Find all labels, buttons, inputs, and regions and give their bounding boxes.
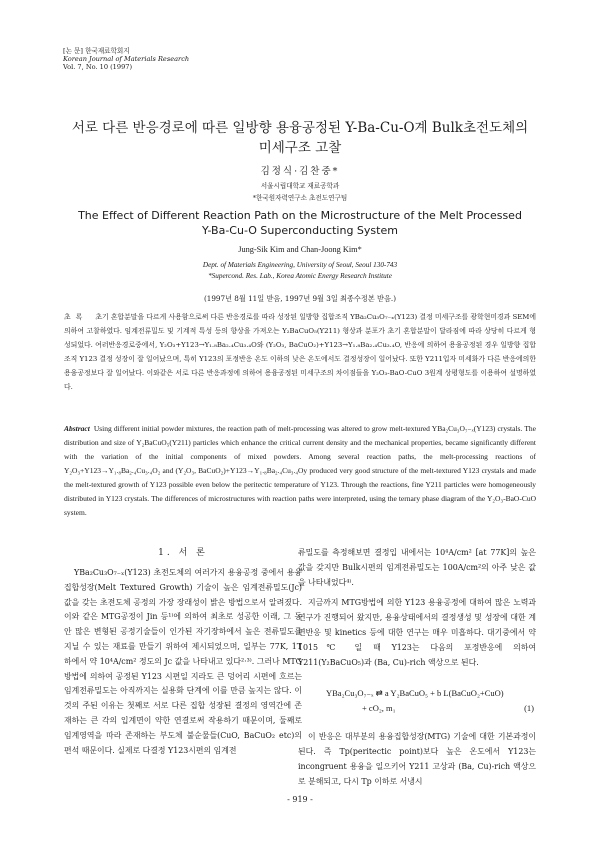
title-en-line1: The Effect of Different Reaction Path on the Microstructure of the Melt Processed: [78, 209, 522, 222]
affiliation-en-2: *Supercond. Res. Lab., Korea Atomic Energy Research Institute: [208, 272, 392, 280]
title-kr-line2: 미세구조 고찰: [258, 140, 342, 156]
received-date: (1997년 8월 11일 받음, 1997년 9월 3일 최종수정본 받음.): [203, 294, 397, 303]
equation-line1: YBa₂Cu₃O₇₋ₓ ⇄ a Y₂BaCuO₅ + b L(BaCuO₂+CuO): [326, 688, 504, 699]
authors-korean: 김정식·김찬중*: [260, 166, 340, 177]
authors-english: Jung-Sik Kim and Chan-Joong Kim*: [238, 245, 362, 254]
page-number: - 919 -: [287, 795, 313, 804]
affiliation-kr-2: *한국원자력연구소 초전도연구팀: [252, 194, 348, 202]
affiliation-kr-1: 서울시립대학교 재료공학과: [260, 182, 340, 190]
title-en-line2: Y-Ba-Cu-O Superconducting System: [202, 224, 398, 237]
abstract-kr-label: 초록: [64, 313, 88, 321]
abstract-en-text: Using different initial powder mixtures, the reaction path of melt-processing was altered to grow melt-textured YBa₂Cu₃O₇₋ₓ(Y123) crystals. The distribution and size of Y₂BaCuO₅(Y211) particles which enhance the critical current density and the mechanical properties, became significantly different with the variation of the initial components of mixed powders. Among several reaction paths, the melt-processing reactions of Y₂O₃+Y123→Y₁.₈Ba₂.₄Cu₃.₄O₂ and (Y₂O₃, BaCuO₂)+Y123→Y₁.₈Ba₂.₄Cu₃.₄Oy produced very good structure of the melt-textured Y123 crystals and made the melt-textured growth of Y123 possible even below the peritectic temperature of Y123. Through the reactions, fine Y211 particles were homogeneously distributed in Y123 crystals. The differences of microstructures with reaction paths were interpreted, using the ternary phase diagram of the Y₂O₃-BaO-CuO system.: [64, 424, 536, 517]
left-column: [64, 566, 302, 758]
equation-line2: + cO₂, m₁: [362, 703, 396, 714]
affiliation-en-1: Dept. of Materials Engineering, University of Seoul, Seoul 130-743: [202, 261, 398, 269]
journal-header: [63, 47, 189, 71]
section-title: 1. 서 론: [158, 548, 208, 558]
right-column: [298, 546, 536, 790]
title-kr-line1: 서로 다른 반응경로에 따른 일방향 용융공정된 Y-Ba-Cu-O계 Bulk초전도체의: [71, 120, 529, 136]
right-paragraph-1: 류밀도를 측정해보면 결정입 내에서는 10⁴A/cm² [at 77K]의 높은 값을 갖지만 Bulk시편의 임계전류밀도는 100A/cm²의 아주 낮은 값을 나타내었다⁴⁾.: [298, 548, 536, 587]
title-english: [60, 208, 540, 238]
abstract-english: [64, 422, 536, 520]
abstract-korean: [64, 310, 536, 394]
right-paragraph-2: 지금까지 MTG방법에 의한 Y123 용융공정에 대하여 많은 노력과 연구가 진행되어 왔지만, 용융상태에서의 결정생성 및 성장에 대한 계면반응 및 kinetics 등에 대한 연구는 매우 미흡하다. 대기중에서 약 1015℃ 일 때 Y123는 다음의 포정반응에 의하여 Y211(Y₂BaCuO₅)과 (Ba, Cu)-rich 액상으로 된다.: [298, 598, 536, 667]
abstract-kr-text: 초기 혼합분말을 다르게 사용함으로써 다른 반응경로를 따라 성장된 일방향 집합조직 YBa₂Cu₃O₇₋ₓ(Y123) 결정 미세구조를 광학현미경과 SEM에 의하여 고찰하였다. 임계전류밀도 및 기계적 특성 등의 향상을 가져오는 Y₂BaCuO₅(Y211) 형상과 분포가 초기 혼합분말이 달라짐에 따라 상당히 다르게 형성되었다. 여러반응경로중에서, Y₂O₃+Y123→Y₁.₈Ba₂.₄Cu₃.₄O와 (Y₂O₃, BaCuO₂)+Y123→Y₁.₈Ba₂.₄Cu₃.₄O, 반응에 의하여 용융공정된 경우 일방향 집합조직 Y123 결정 성장이 잘 일어났으며, 특히 Y123의 포정반응 온도 이하의 낮은 온도에서도 결정성장이 일어났다. 또한 Y211입자 미세화가 다른 반응에의한 용융공정보다 잘 일어났다. 이와같은 서로 다른 반응과정에 의하여 용융공정된 미세구조의 차이점들을 Y₂O₃-BaO-CuO 3원계 상평형도를 이용하여 설명하였다.: [64, 313, 536, 391]
left-paragraph-1: YBa₂Cu₃O₇₋ₓ(Y123) 초전도체의 여러가지 용융공정 중에서 용융집합성장(Melt Textured Growth) 기술이 높은 임계전류밀도(Jc) 값을 갖는 초전도체 공정의 가장 장래성이 밝은 방법으로서 알려졌다. 이와 같은 MTG공정이 Jin 등¹⁾에 의하여 최초로 성공한 이래, 그 동안 많은 변형된 공정기술들이 인가된 자기장하에서 높은 전류밀도를 지닐 수 있는 재료를 만들기 위하여 제시되었으며, 일부는 77K, 1T 하에서 약 10⁴A/cm² 정도의 Jc 값을 나타내고 있다²·³⁾. 그러나 MTG 방법에 의하여 공정된 Y123 시편일 지라도 큰 덩어리 시편에 흐르는 임계전류밀도는 아직까지는 실용화 단계에 이를 만큼 높지는 않다. 이것의 주된 이유는 첫째로 서로 다른 집합 성장된 결정의 영역간에 존재하는 큰 각의 입계면이 약한 연결로써 작용하기 때문이며, 둘째로 임계영역을 따라 존재하는 부도체 불순물들(CuO, BaCuO₂ etc)의 편석 때문이다. 실제로 다결정 Y123시편의 임계전: [64, 568, 302, 755]
journal-tag: [논 문] 한국재료학회지: [63, 47, 130, 55]
equation-number: (1): [524, 703, 534, 714]
journal-name-en: Korean Journal of Materials Research: [63, 55, 190, 63]
abstract-en-label: Abstract: [64, 424, 90, 433]
right-paragraph-3: 이 반응은 대부분의 용융집합성장(MTG) 기술에 대한 기본과정이 된다. 즉 Tp(peritectic point)보다 높은 온도에서 Y123는 incongruent 용융을 일으키어 Y211 고상과 (Ba, Cu)-rich 액상으로 분해되고, 다시 Tp 이하로 서냉시: [298, 732, 536, 786]
journal-volume: Vol. 7, No. 10 (1997): [63, 63, 133, 71]
equation: [298, 686, 536, 716]
title-korean: [40, 118, 560, 158]
